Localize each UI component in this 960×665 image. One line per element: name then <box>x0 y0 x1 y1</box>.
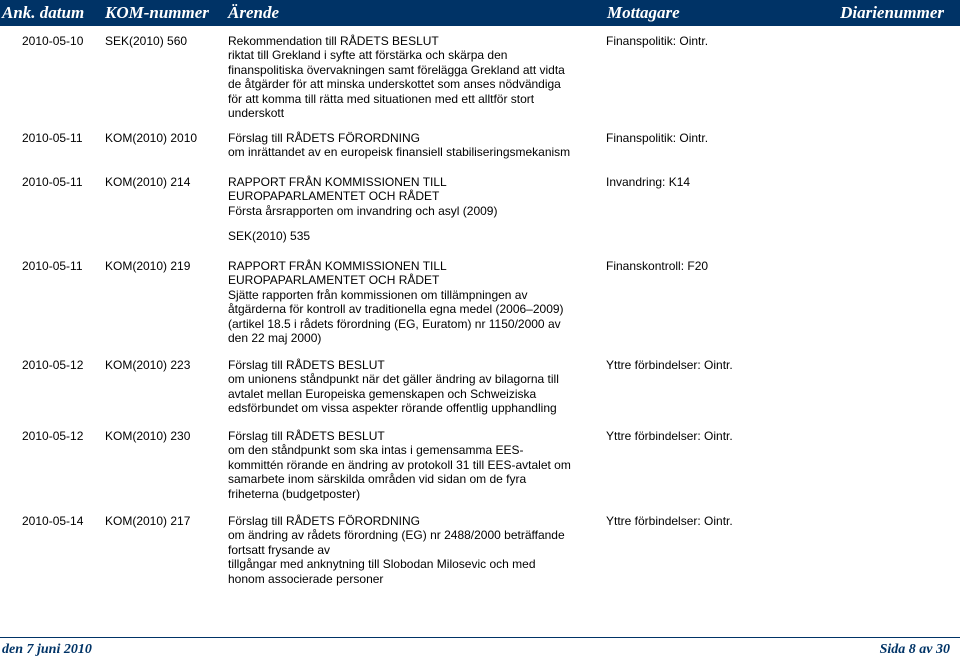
description-line: om ändring av rådets förordning (EG) nr 2488/2000 beträffande <box>228 528 565 543</box>
row-description <box>228 34 598 120</box>
page-number: Sida 8 av 30 <box>879 642 950 657</box>
row-date: 2010-05-11 <box>22 175 83 189</box>
row-date: 2010-05-14 <box>22 514 84 528</box>
row-mottagare: Finanspolitik: Ointr. <box>606 34 709 48</box>
description-line: Förslag till RÅDETS FÖRORDNING <box>228 131 421 145</box>
row-kom-number: SEK(2010) 560 <box>105 34 188 48</box>
description-line <box>228 218 598 229</box>
description-line: riktat till Grekland i syfte att förstärka och skärpa den <box>228 48 508 63</box>
row-mottagare: Yttre förbindelser: Ointr. <box>606 514 733 528</box>
description-line: tillgångar med anknytning till Slobodan Milosevic och med <box>228 557 536 572</box>
description-line: SEK(2010) 535 <box>228 229 311 244</box>
description-line: om unionens ståndpunkt när det gäller ändring av bilagorna till <box>228 372 559 387</box>
row-date: 2010-05-12 <box>22 358 84 372</box>
row-kom-number: KOM(2010) 223 <box>105 358 191 372</box>
row-kom-number: KOM(2010) 217 <box>105 514 191 528</box>
row-description <box>228 259 598 345</box>
header-mottagare: Mottagare <box>607 3 680 22</box>
footer-divider <box>0 637 960 638</box>
row-mottagare: Invandring: K14 <box>606 175 691 189</box>
description-line: de åtgärder för att minska underskottet som anses nödvändiga <box>228 77 561 92</box>
header-kom-nummer: KOM-nummer <box>105 3 209 22</box>
row-date: 2010-05-10 <box>22 34 84 48</box>
description-line: EUROPAPARLAMENTET OCH RÅDET <box>228 189 440 204</box>
row-date: 2010-05-12 <box>22 429 84 443</box>
description-line: (artikel 18.5 i rådets förordning (EG, Euratom) nr 1150/2000 av <box>228 316 561 331</box>
row-description <box>228 429 598 501</box>
row-mottagare: Yttre förbindelser: Ointr. <box>606 358 733 372</box>
description-line: den 22 maj 2000) <box>228 331 322 346</box>
row-kom-number: KOM(2010) 230 <box>105 429 191 443</box>
description-line: kommittén rörande en ändring av protokoll 31 till EES-avtalet om <box>228 457 571 472</box>
description-line: finanspolitiska övervakningen samt förelägga Grekland att vidta <box>228 62 565 77</box>
header-arende: Ärende <box>228 3 279 22</box>
description-line: friheterna (budgetposter) <box>228 486 361 501</box>
description-line: om den ståndpunkt som ska intas i gemensamma EES- <box>228 443 524 458</box>
row-date: 2010-05-11 <box>22 259 83 273</box>
row-description <box>228 131 598 160</box>
description-line: för att komma till rätta med situationen med ett alltför stort <box>228 91 535 106</box>
description-line: Sjätte rapporten från kommissionen om tillämpningen av <box>228 287 528 302</box>
description-line: Rekommendation till RÅDETS BESLUT <box>228 34 439 48</box>
row-description <box>228 514 598 586</box>
row-mottagare: Finanspolitik: Ointr. <box>606 131 709 145</box>
row-kom-number: KOM(2010) 214 <box>105 175 191 189</box>
description-line: Första årsrapporten om invandring och asyl (2009) <box>228 203 498 218</box>
description-line: avtalet mellan Europeiska gemenskapen och Schweiziska <box>228 386 537 401</box>
row-kom-number: KOM(2010) 219 <box>105 259 191 273</box>
description-line: underskott <box>228 106 285 121</box>
row-mottagare: Yttre förbindelser: Ointr. <box>606 429 733 443</box>
description-line: edsförbundet om vissa aspekter rörande offentlig upphandling <box>228 401 557 416</box>
row-description <box>228 358 598 416</box>
description-line: Förslag till RÅDETS FÖRORDNING <box>228 514 421 528</box>
description-line: samarbete inom särskilda områden vid sidan om de fyra <box>228 472 527 487</box>
description-line: honom associerade personer <box>228 571 384 586</box>
header-datum: Ank. datum <box>2 3 85 22</box>
description-line: EUROPAPARLAMENTET OCH RÅDET <box>228 273 440 288</box>
description-line: Förslag till RÅDETS BESLUT <box>228 429 385 443</box>
description-line: RAPPORT FRÅN KOMMISSIONEN TILL <box>228 175 447 189</box>
row-description <box>228 175 598 244</box>
description-line: Förslag till RÅDETS BESLUT <box>228 358 385 372</box>
description-line: fortsatt frysande av <box>228 542 331 557</box>
description-line: om inrättandet av en europeisk finansiell stabiliseringsmekanism <box>228 145 571 160</box>
row-date: 2010-05-11 <box>22 131 83 145</box>
description-line: åtgärderna för kontroll av traditionella egna medel (2006–2009) <box>228 302 564 317</box>
row-mottagare: Finanskontroll: F20 <box>606 259 709 273</box>
table-header <box>0 0 960 26</box>
description-line: RAPPORT FRÅN KOMMISSIONEN TILL <box>228 259 447 273</box>
row-kom-number: KOM(2010) 2010 <box>105 131 198 145</box>
footer-date: den 7 juni 2010 <box>2 642 92 657</box>
header-diarienummer: Diarienummer <box>840 3 944 22</box>
